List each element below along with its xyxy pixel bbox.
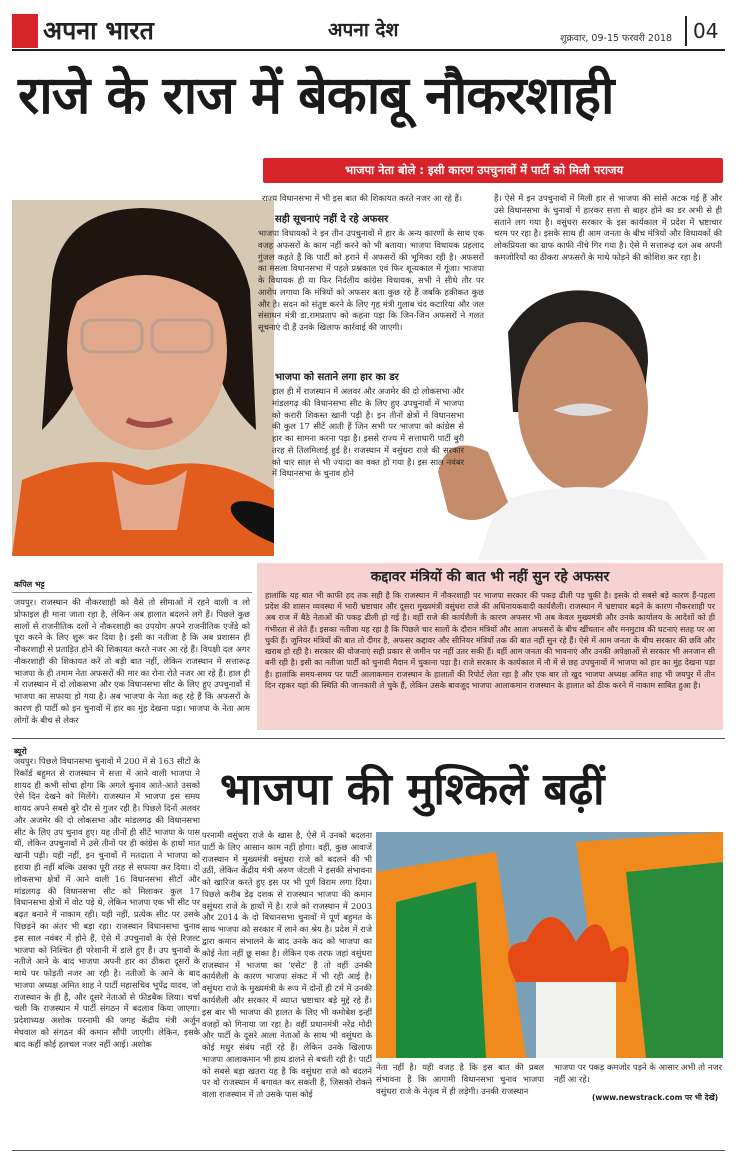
story1-kicker	[263, 158, 723, 183]
story1-subhead-1: सही सूचनाएं नहीं दे रहे अफसर	[275, 214, 389, 225]
flags-illustration	[376, 832, 723, 1058]
footer-note: पर भी देखें)	[684, 1093, 719, 1102]
story1-mid-top: राज्य विधानसभा में भी इस बात की शिकायत करते नजर आ रहे हैं।	[262, 193, 463, 203]
story1-byline: कपिल भट्ट	[14, 580, 45, 589]
footer-rule	[12, 1150, 725, 1151]
ministers-box-text: हालांकि यह बात भी काफी हद तक सही है कि राजस्थान में नौकरशाही पर भाजपा सरकार की पकड़ ढीली पड़ चुकी है। इसके दो सबसे बड़े कारण हैं-पहला प्रदेश की शासन व्यवस्था में भारी भ्रष्टाचार और दूसरा मुख्यमंत्री वसुंधरा राजे की अधिनायकवादी कार्यशैली। राजस्थान में भ्रष्टाचार बढ़ने के कारण नौकरशाही पर अब राज में बैठे नेताओं की पकड़ ढीली हो गई है। वहीं राजे की कार्यशैली के कारण अफसर भी अब केवल मुख्यमंत्री और उनके कार्यालय के आदेशों को ही गंभीरता से लेते हैं। इसका नतीजा यह रहा है कि पिछले चार सालों के दौरान मंत्रियों और आला अफसरों के बीच खींचतान और मनमुटाव की घटनाएं सतह पर आ चुकी हैं। जूनियर मंत्रियों की बात तो दीगर है, अफसर कद्दावर और सीनियर मंत्रियों तक की बात नहीं सुन रहे हैं। ऐसे में आम जनता के बीच सरकार की छवि और खराब हो रही है। सरकार की योजनाएं सही प्रकार से जमीन पर नहीं उतर सकी हैं। वहीं आम जनता की भावनाएं और उनकी अपेक्षाओं से सरकार भी अनजान सी बनी रही है। इसी का नतीजा पार्टी को चुनावी मैदान में चुकाना पड़ा है। राजे सरकार के कार्यकाल में नौ में से छह उपचुनावों में भाजपा को हार का मुंह देखना पड़ा है। हालांकि समय-समय पर पार्टी आलाकमान राजस्थान के हालातों की रिपोर्ट लेता रहा है और एक बार तो खुद भाजपा अध्यक्ष अमित शाह भी जयपुर में तीन दिन रहकर यहां की स्थिति की जानकारी ले चुके हैं, लेकिन उसके बावजूद भाजपा आलाकमान राजस्थान के हालात को ठीक करने में नाकाम साबित हुआ है।	[265, 591, 715, 690]
footer-credit	[592, 1093, 718, 1103]
photo-vasundhara-raje	[12, 200, 274, 556]
kicker-text: भाजपा नेता बोले : इसी कारण उपचुनावों में पार्टी को मिली पराजय	[345, 163, 624, 177]
header-rule	[12, 49, 725, 51]
section-name: अपना देश	[328, 19, 399, 41]
page-number: 04	[693, 19, 719, 43]
footer-url[interactable]: (www.newstrack.com	[592, 1093, 683, 1102]
brand-name: अपना भारत	[43, 16, 154, 45]
story2-col2: परनामी वसुंधरा राजे के खास है, ऐसे में उनको बदलना पार्टी के लिए आसान काम नहीं होगा। वहीं, कुछ आवाजें राजस्थान में मुख्यमंत्री वसुंधरा राजे को बदलने की भी उठीं, लेकिन केंद्रीय मंत्री अरुण जेटली ने इसकी संभावना को खारिज करते हुए इस पर भी पूर्ण विराम लगा दिया। पिछले करीब डेढ़ दशक से राजस्थान भाजपा की कमान वसुंधरा राजे के हाथों में है। राजे को राजस्थान में 2003 और 2014 के दो विधानसभा चुनावों में पूर्ण बहुमत के साथ भाजपा को सरकार में लाने का श्रेय है। प्रदेश में राजे द्वारा कमान संभालने के बाद उनके कद को भाजपा का कोई नेता नहीं छू सका है। लेकिन एक तरफ जहां वसुंधरा राजस्थान में भाजपा का 'एसेट' हैं तो वहीं उनकी कार्यशैली के कारण भाजपा संकट में भी रही आई है। वसुंधरा राजे के मुख्यमंत्री के रूप में दोनों ही टर्म में उनकी कार्यशैली और सरकार में व्याप्त भ्रष्टाचार बड़े मुद्दे रहे हैं। इस बार भी भाजपा की हालत के लिए भी कमोबेश इन्हीं वजहों को गिनाया जा रहा है। वहीं प्रधानमंत्री नरेंद्र मोदी और पार्टी के दूसरे आला नेताओं के साथ भी वसुंधरा के कोई मधुर संबंध नहीं रहे हैं। लेकिन उनके खिलाफ भाजपा आलाकमान भी हाथ डालने से बचती रही है। पार्टी को सबसे बड़ा खतरा यह है कि वसुंधरा राजे को बदलने पर वो राजस्थान में बगावत कर सकती हैं, जिसको रोकने वाला राजस्थान में तो उसके पास कोई	[202, 830, 372, 1100]
issue-date: शुक्रवार, 09-15 फरवरी 2018	[560, 33, 673, 44]
story2-col1: जयपुर। पिछले विधानसभा चुनावों में 200 में से 163 सीटों के रिकॉर्ड बहुमत से राजस्थान में सत्ता में आने वाली भाजपा ने शायद ही कभी सोचा होगा कि अगले चुनाव आते-आते उसको ऐसे दिन देखने को मिलेंगे। राजस्थान में भाजपा इस समय शायद अपने सबसे बुरे दौर से गुजर रही है। पिछले दिनों अलवर और अजमेर की दो लोकसभा और मांडलगढ़ की विधानसभा सीट के लिए उप चुनाव हुए। यह तीनों ही सीटें भाजपा के पास थीं, लेकिन उपचुनावों में उसे तीनों पर ही कांग्रेस के हाथों मात खानी पड़ी। यही नहीं, इन चुनावों में मतदाता ने भाजपा को हराया ही नहीं बल्कि उसका पूरी तरह से सफाया कर दिया। दो लोकसभा क्षेत्रों में आने वाली 16 विधानसभा सीटों और मांडलगढ़ की विधानसभा सीट को मिलाकर कुल 17 विधानसभा क्षेत्रों में वोट पड़े थे, लेकिन भाजपा एक भी सीट पर बढ़त बनाने में नाकाम रही। यही नहीं, प्रत्येक सीट पर उसके पिछड़ने का अंतर भी बड़ा रहा। राजस्थान विधानसभा चुनाव इस साल नवंबर में होने हैं, ऐसे में उपचुनावों के ऐसे रिजल्ट भाजपा को निश्चित ही परेशानी में डाले हुए हैं। उप चुनावों के नतीजे आने के बाद भाजपा अपनी हार का ठीकरा दूसरों के माथे पर फोड़ती नजर आ रही है। नतीजों के आने के बाद भाजपा अध्यक्ष अमित शाह ने पार्टी महासचिव भूपेंद्र यादव, जो राजस्थान के ही हैं, और दूसरे नेताओं से फीडबैक लिया। चर्चा चली कि राजस्थान में पार्टी संगठन में बदलाव किया जाएगा। प्रदेशाध्यक्ष अशोक परनामी की जगह केंद्रीय मंत्री अर्जुन मेघवाल को संगठन की कमान सौंपी जाएगी। लेकिन, इसके बाद कहीं कोई हलचल नजर नहीं आई। अशोक	[14, 756, 200, 1049]
masthead	[12, 14, 725, 50]
byline-rule	[12, 592, 252, 593]
portrait-illustration	[12, 200, 274, 556]
story1-mid-para-2: हाल ही में राजस्थान में अलवर और अजमेर की दो लोकसभा और मांडलगढ़ की विधानसभा सीट के लिए हुए उपचुनावों में भाजपा को करारी शिकस्त खानी पड़ी है। इन तीनों क्षेत्रों में विधानसभा की कुल 17 सीटें आती हैं जिन सभी पर भाजपा को कांग्रेस से हार का सामना करना पड़ा है। इससे राज्य में सत्ताधारी पार्टी बुरी तरह से तिलमिलाई हुई है। राजस्थान में वसुंधरा राजे की सरकार को चार साल से भी ज्यादा का वक्त हो गया है। इस साल नवंबर में विधानसभा के चुनाव होने	[272, 386, 464, 479]
story1-headline: राजे के राज में बेकाबू नौकरशाही	[18, 65, 614, 126]
section-rule	[12, 738, 725, 739]
story2-byline: ब्यूरो	[14, 747, 27, 756]
story2-headline: भाजपा की मुश्किलें बढ़ीं	[220, 764, 605, 815]
brand-block	[12, 14, 38, 48]
story1-subhead-2: भाजपा को सताने लगा हार का डर	[275, 372, 399, 383]
ministers-box	[257, 563, 723, 730]
story2-col3: नेता नहीं है। यही वजह है कि इस बात की प्रबल संभावना है कि आगामी विधानसभा चुनाव भाजपा वसुंधरा राजे के नेतृत्व में ही लड़ेगी। उनकी राजस्थान	[376, 1062, 544, 1096]
story1-left-col: जयपुर। राजस्थान की नौकरशाही को वैसे तो सीमाओं में रहने वाली व लो प्रोफाइल ही माना जाता रहा है, लेकिन अब हालात बदलने लगे हैं। पिछले कुछ सालों से राजनीतिक दलों ने नौकरशाही का उपयोग अपने राजनीतिक एजेंडे को पूरा करने के लिए शुरू कर दिया है। इसी का नतीजा है कि अब प्रशासन ही नौकरशाही से प्रताड़ित होने की शिकायत करते नजर आ रहे हैं। विपक्षी दल अगर नौकरशाही की शिकायत करें तो बड़ी बात नहीं, लेकिन राजस्थान में सत्तारूढ़ भाजपा के ही तमाम नेता अफसरों की मार का रोना रोते नजर आ रहे हैं। हाल ही में राजस्थान में दो लोकसभा और एक विधानसभा सीट के लिए हुए उपचुनावों में भाजपा का सफाया हो गया है। अब भाजपा के नेता कह रहे हैं कि अफसरों के कारण ही पार्टी को इन चुनावों में हार का मुंह देखना पड़ा। भाजपा के नेता आम लोगों के बीच से लेकर	[14, 597, 250, 725]
ministers-box-title: कद्दावर मंत्रियों की बात भी नहीं सुन रहे अफसर	[370, 569, 610, 585]
story1-right-top: हैं। ऐसे में इन उपचुनावों में मिली हार से भाजपा की सांसें अटक गई हैं और उसे विधानसभा के चुनावों में हारकर सत्ता से बाहर होने का डर अभी से ही सताने लग गया है। वसुंधरा सरकार के इस कार्यकाल में प्रदेश में भ्रष्टाचार चरम पर रहा है। इसके साथ ही आम जनता के बीच मंत्रियों और विधायकों की लोकप्रियता का ग्राफ काफी नीचे गिर गया है। ऐसे में सत्तारूढ़ दल अब अपनी कमजोरियों का ठीकरा अफसरों के माथे फोड़ने की कोशिश कर रहा है।	[494, 193, 722, 262]
story1-mid-para-1: भाजपा विधायकों ने इन तीन उपचुनावों में हार के अन्य कारणों के साथ एक वजह अफसरों के काम नहीं करने को भी बताया। भाजपा विधायक प्रहलाद गुंजल कहते हैं कि पार्टी को हराने में अफसरों की भूमिका रही है। अफसरों का मसला विधानसभा में पहले प्रश्नकाल एवं फिर शून्यकाल में गूंजा। भाजपा के विधायक ही या फिर निर्दलीय कांग्रेस विधायक, सभी ने सीधे तौर पर आरोप लगाया कि मंत्रियों को अफसर बता कुछ रहे हैं जबकि हकीकत कुछ और है। सदन को संतुष्ट करने के लिए गृह मंत्री गुलाब चंद कटारिया और जल संसाधन मंत्री डा.रामप्रताप को कहना पड़ा कि जिन-जिन अफसरों ने गलत सूचनाएं दी हैं उनके खिलाफ कार्रवाई की जाएगी।	[258, 228, 484, 333]
page-divider	[685, 16, 687, 46]
photo-bjp-flags	[376, 832, 723, 1058]
story2-col4: भाजपा पर पकड़ कमजोर पड़ने के आसार अभी तो नजर नहीं आ रहे।	[554, 1062, 722, 1084]
